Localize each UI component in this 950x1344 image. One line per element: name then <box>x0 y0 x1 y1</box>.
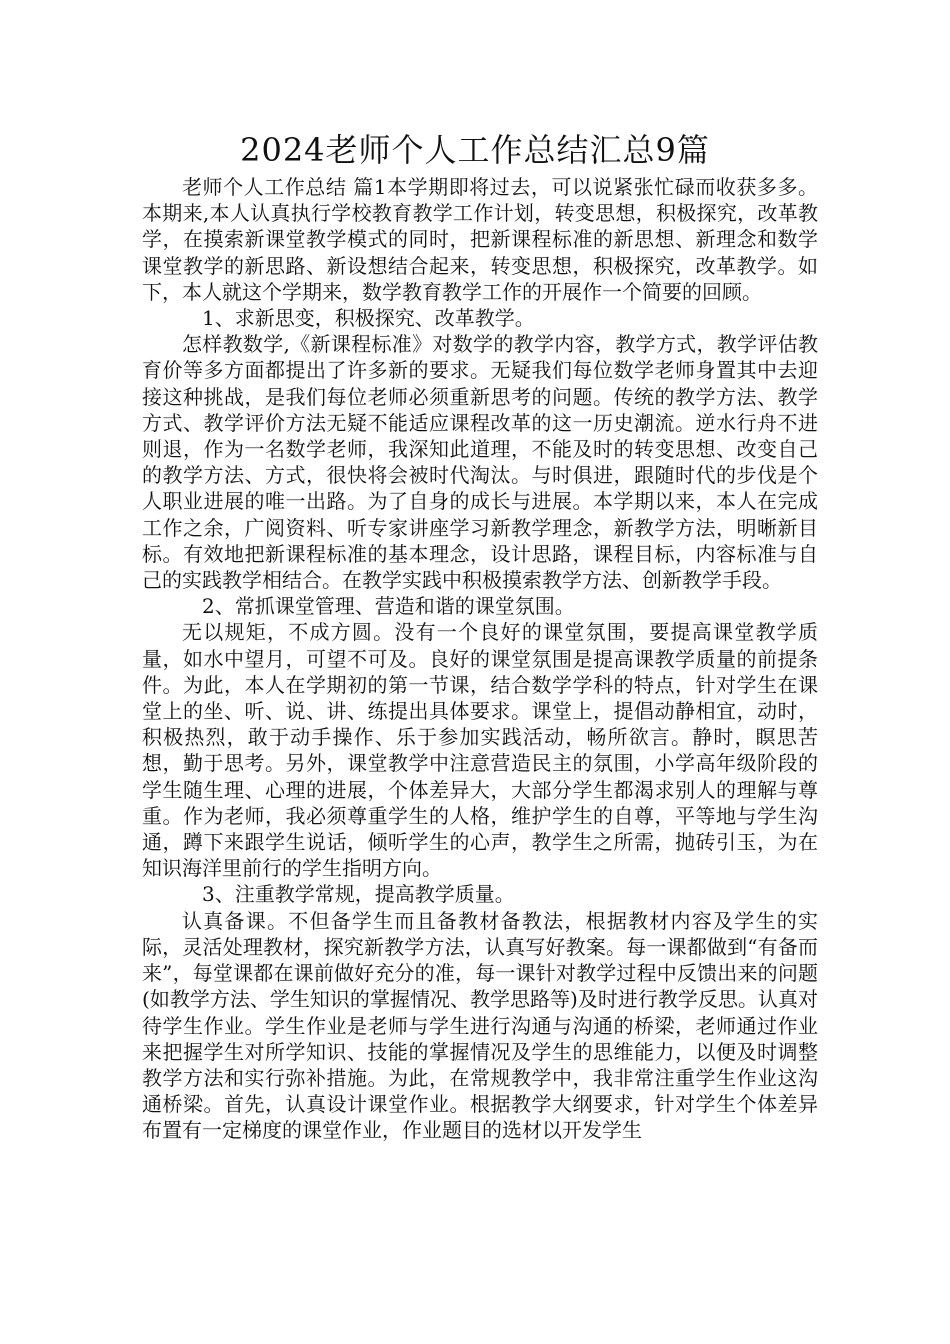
document-title: 2024老师个人工作总结汇总9篇 <box>240 131 710 169</box>
section-heading-1: 1、求新思变，积极探究、改革教学。 <box>202 306 535 331</box>
paragraph-section-2: 无以规矩，不成方圆。没有一个良好的课堂氛围，要提高课堂教学质量，如水中望月，可望不可及。良好的课堂氛围是提高课教学质量的前提条件。为此，本人在学期初的第一节课，结合数学学科的特点，针对学生在课堂上的坐、听、说、讲、练提出具体要求。课堂上，提倡动静相宜，动时，积极热烈，敢于动手操作、乐于参加实践活动，畅所欲言。静时，瞑思苦想，勤于思考。另外，课堂教学中注意营造民主的氛围，小学高年级阶段的学生随生理、心理的进展，个体差异大，大部分学生都渴求别人的理解与尊重。作为老师，我必须尊重学生的人格，维护学生的自尊，平等地与学生沟通，蹲下来跟学生说话，倾听学生的心声，教学生之所需，抛砖引玉，为在知识海洋里前行的学生指明方向。 <box>142 620 818 881</box>
section-heading-3: 3、注重教学常规，提高教学质量。 <box>202 882 515 907</box>
paragraph-section-1: 怎样教数学,《新课程标准》对数学的教学内容，教学方式，教学评估教育价等多方面都提出了许多新的要求。无疑我们每位数学老师身置其中去迎接这种挑战，是我们每位老师必须重新思考的问题。传统的教学方法、教学方式、教学评价方法无疑不能适应课程改革的这一历史潮流。逆水行舟不进则退，作为一名数学老师，我深知此道理，不能及时的转变思想、改变自己的教学方法、方式，很快将会被时代淘汰。与时俱进，跟随时代的步伐是个人职业进展的唯一出路。为了自身的成长与进展。本学期以来，本人在完成工作之余，广阅资料、听专家讲座学习新教学理念，新教学方法，明晰新目标。有效地把新课程标准的基本理念，设计思路，课程目标，内容标准与自己的实践教学相结合。在教学实践中积极摸索教学方法、创新教学手段。 <box>142 332 818 593</box>
document-body <box>142 174 818 1144</box>
paragraph-intro: 老师个人工作总结 篇1本学期即将过去，可以说紧张忙碌而收获多多。本期来,本人认真执行学校教育教学工作计划，转变思想，积极探究，改革教学，在摸索新课堂教学模式的同时，把新课程标准的新思想、新理念和数学课堂教学的新思路、新设想结合起来，转变思想，积极探究，改革教学。如下，本人就这个学期来，数学教育教学工作的开展作一个简要的回顾。 <box>142 175 818 304</box>
paragraph-section-3: 认真备课。不但备学生而且备教材备教法，根据教材内容及学生的实际，灵活处理教材，探究新教学方法，认真写好教案。每一课都做到“有备而来”，每堂课都在课前做好充分的准，每一课针对教学过程中反馈出来的问题(如教学方法、学生知识的掌握情况、教学思路等)及时进行教学反思。认真对待学生作业。学生作业是老师与学生进行沟通与沟通的桥梁，老师通过作业来把握学生对所学知识、技能的掌握情况及学生的思维能力，以便及时调整教学方法和实行弥补措施。为此，在常规教学中，我非常注重学生作业这沟通桥梁。首先，认真设计课堂作业。根据教学大纲要求，针对学生个体差异布置有一定梯度的课堂作业，作业题目的选材以开发学生 <box>142 908 818 1143</box>
section-heading-2: 2、常抓课堂管理、营造和谐的课堂氛围。 <box>202 594 575 619</box>
